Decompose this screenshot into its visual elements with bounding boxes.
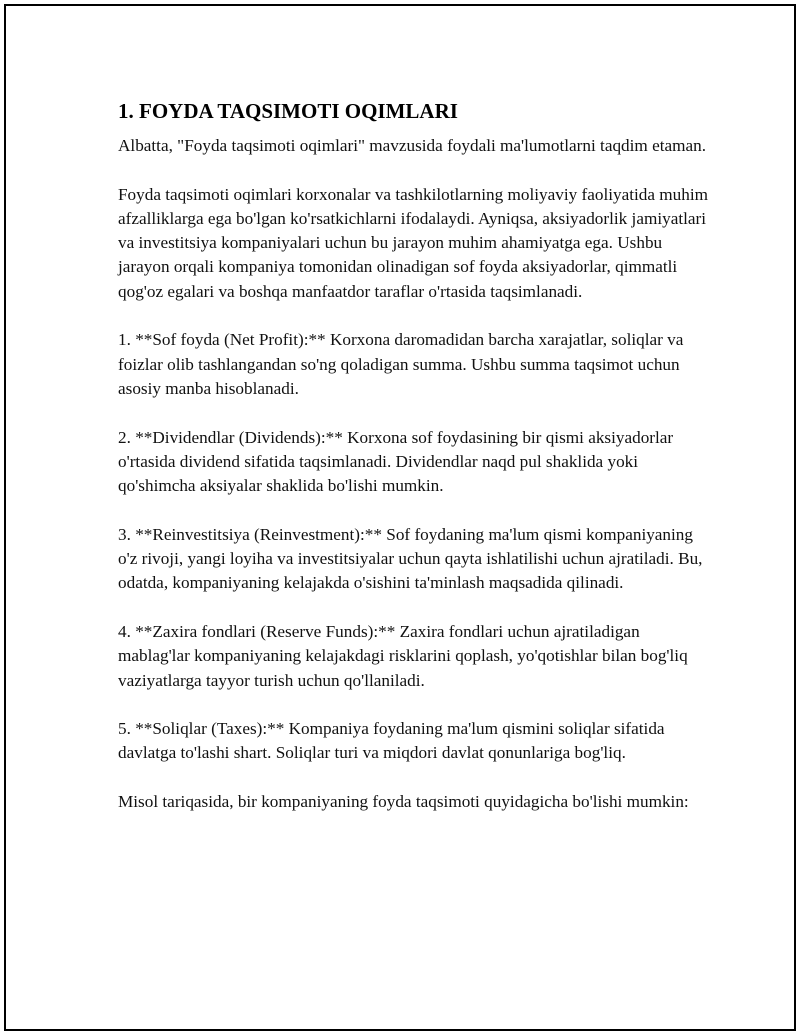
intro-paragraph: Albatta, "Foyda taqsimoti oqimlari" mavzusida foydali ma'lumotlarni taqdim etaman. [118, 136, 707, 155]
document-title: 1. FOYDA TAQSIMOTI OQIMLARI [118, 99, 458, 123]
item-dividends: 2. **Dividendlar (Dividends):** Korxona sof foydasining bir qismi aksiyadorlar o'rtasida dividend sifatida taqsimlanadi. Dividendlar naqd pul shaklida yoki qo'shimcha aksiyalar shaklida bo'lishi mumkin. [118, 427, 674, 496]
item-net-profit: 1. **Sof foyda (Net Profit):** Korxona daromadidan barcha xarajatlar, soliqlar va foizlar olib tashlangandan so'ng qoladigan summa. Ushbu summa taqsimot uchun asosiy manba hisoblanadi. [118, 330, 684, 398]
document-body [118, 98, 708, 839]
item-reinvestment: 3. **Reinvestitsiya (Reinvestment):** Sof foydaning ma'lum qismi kompaniyaning o'z rivoji, yangi loyiha va investitsiyalar uchun qayta ishlatilishi uchun ajratiladi. Bu, odatda, kompaniyaning kelajakda o'sishini ta'minlash maqsadida qilinadi. [118, 524, 703, 593]
page-frame [4, 4, 796, 1031]
overview-paragraph: Foyda taqsimoti oqimlari korxonalar va tashkilotlarning moliyaviy faoliyatida muhim afzalliklarga ega bo'lgan ko'rsatkichlarni ifodalaydi. Ayniqsa, aksiyadorlik jamiyatlari va investitsiya kompaniyalari uchun bu jarayon muhim ahamiyatga ega. Ushbu jarayon orqali kompaniya tomonidan olinadigan sof foyda aksiyadorlar, qimmatli qog'oz egalari va boshqa manfaatdor taraflar o'rtasida taqsimlanadi. [118, 184, 708, 301]
item-reserve-funds: 4. **Zaxira fondlari (Reserve Funds):** Zaxira fondlari uchun ajratiladigan mablag'lar kompaniyaning kelajakdagi risklarini qoplash, yo'qotishlar bilan bog'liq vaziyatlarga tayyor turish uchun qo'llaniladi. [118, 621, 688, 690]
example-paragraph: Misol tariqasida, bir kompaniyaning foyda taqsimoti quyidagicha bo'lishi mumkin: [118, 792, 689, 812]
item-taxes: 5. **Soliqlar (Taxes):** Kompaniya foydaning ma'lum qismini soliqlar sifatida davlatga to'lashi shart. Soliqlar turi va miqdori davlat qonunlariga bog'liq. [118, 719, 665, 763]
